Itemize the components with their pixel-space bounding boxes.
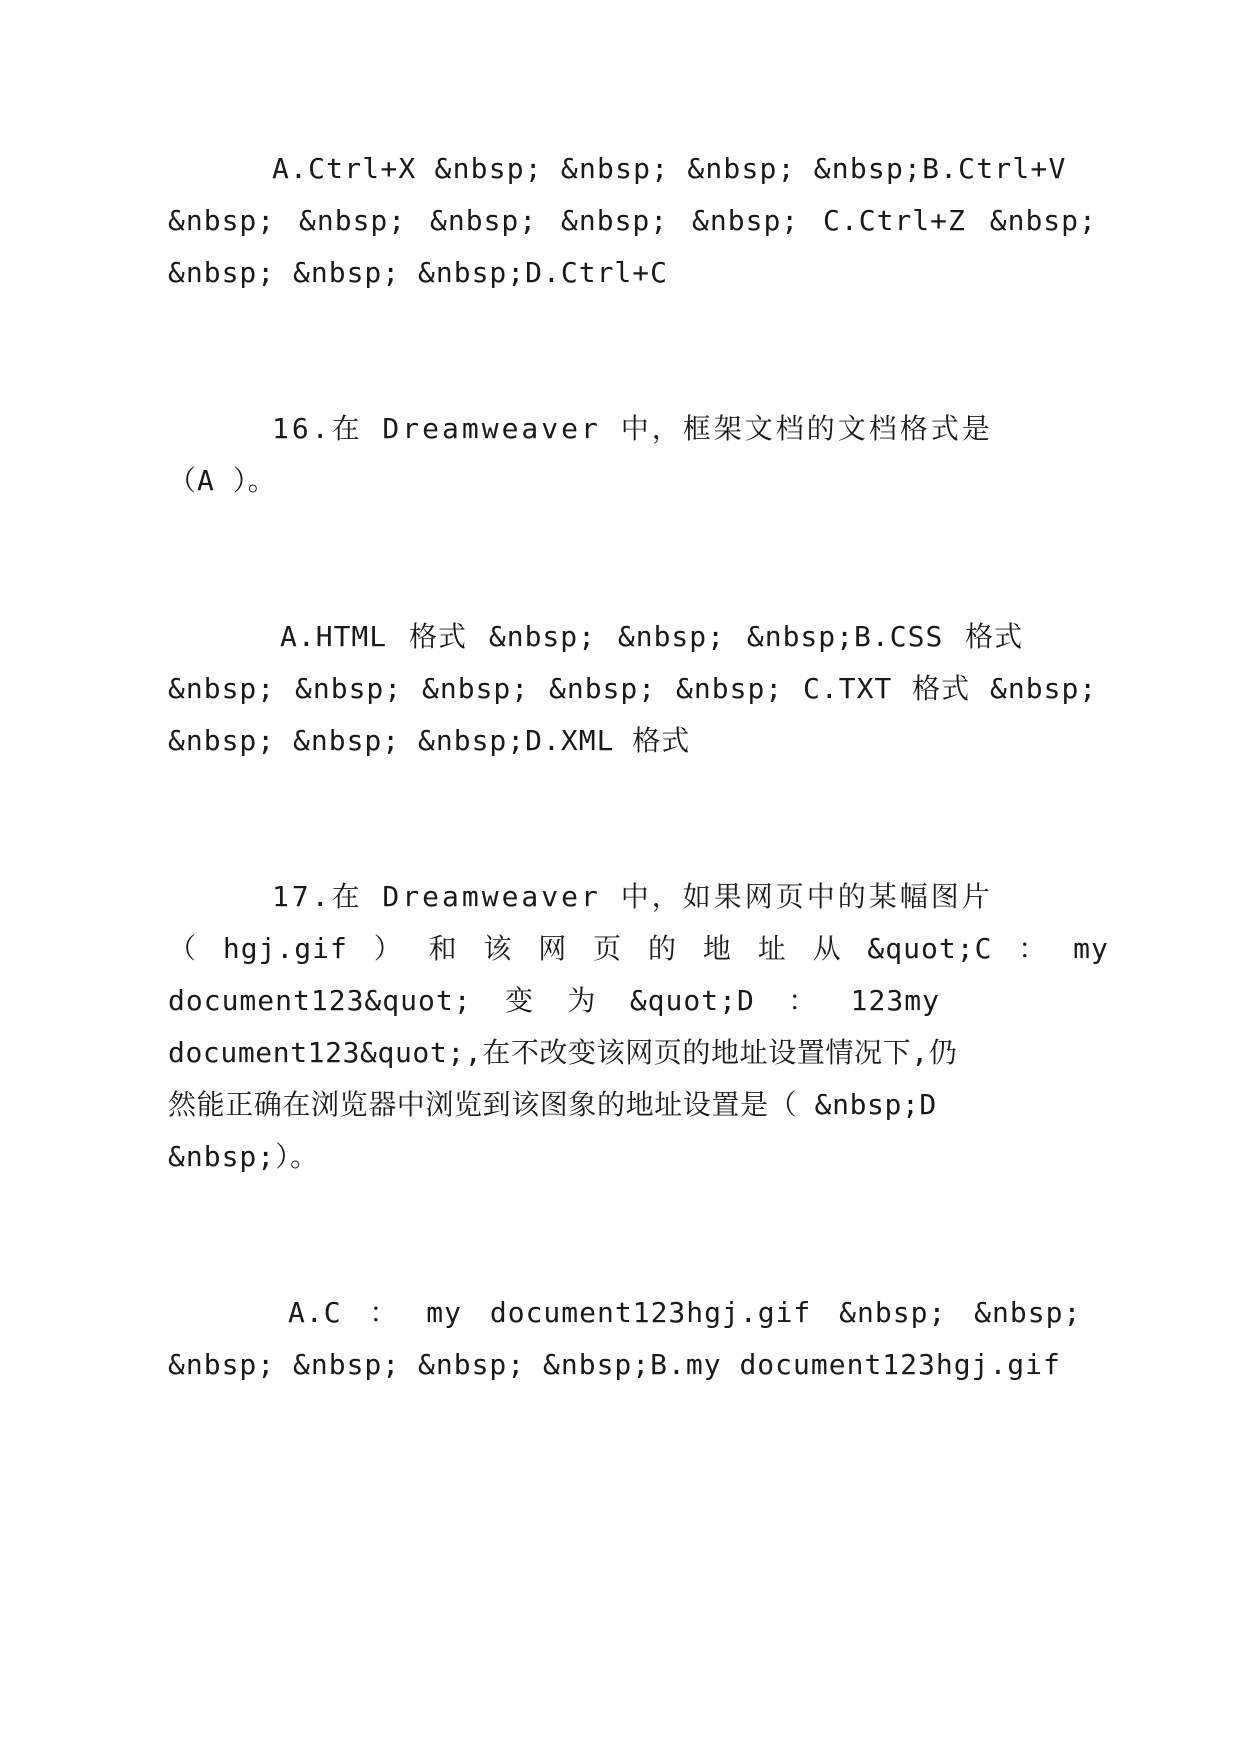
question-17-segment: ： xyxy=(788,984,818,1017)
option-line-7: A.C ： my document123hgj.gif &nbsp; &nbsp; xyxy=(288,1296,1082,1329)
question-17-segment: 变 xyxy=(504,984,534,1017)
question-17-line-2: （ hgj.gif ） 和 该 网 页 的 地 址 从 &quot;C ： my xyxy=(168,932,1109,965)
question-17-line-6: &nbsp;）。 xyxy=(168,1140,320,1173)
option-line-4: A.HTML 格式 &nbsp; &nbsp; &nbsp;B.CSS 格式 xyxy=(280,620,1024,653)
option-line-6: &nbsp; &nbsp; &nbsp;D.XML 格式 xyxy=(168,724,691,757)
question-17-segment: 为 xyxy=(567,984,597,1017)
question-16-answer: （A ）。 xyxy=(168,464,277,497)
question-17-segment: &quot;D xyxy=(629,984,755,1017)
option-line-5: &nbsp; &nbsp; &nbsp; &nbsp; &nbsp; C.TXT 格式 &nbsp; xyxy=(168,672,1098,705)
question-17-line-4: document123&quot;,在不改变该网页的地址设置情况下,仍 xyxy=(168,1036,958,1069)
option-line-1: A.Ctrl+X &nbsp; &nbsp; &nbsp; &nbsp;B.Ctrl+V xyxy=(272,152,1067,185)
question-17-line-3 xyxy=(168,984,940,1018)
question-17-line-1: 17.在 Dreamweaver 中，如果网页中的某幅图片 xyxy=(272,880,993,913)
option-line-3: &nbsp; &nbsp; &nbsp;D.Ctrl+C xyxy=(168,256,669,289)
question-17-segment: document123&quot; xyxy=(168,984,472,1017)
question-17-line-5: 然能正确在浏览器中浏览到该图象的地址设置是（ &nbsp;D xyxy=(168,1088,937,1121)
option-line-2: &nbsp; &nbsp; &nbsp; &nbsp; &nbsp; C.Ctrl+Z &nbsp; xyxy=(168,204,1097,237)
question-17-segment: 123my xyxy=(850,984,940,1017)
question-16-text: 16.在 Dreamweaver 中，框架文档的文档格式是 xyxy=(272,412,993,445)
option-line-8: &nbsp; &nbsp; &nbsp; &nbsp;B.my document123hgj.gif xyxy=(168,1348,1061,1381)
